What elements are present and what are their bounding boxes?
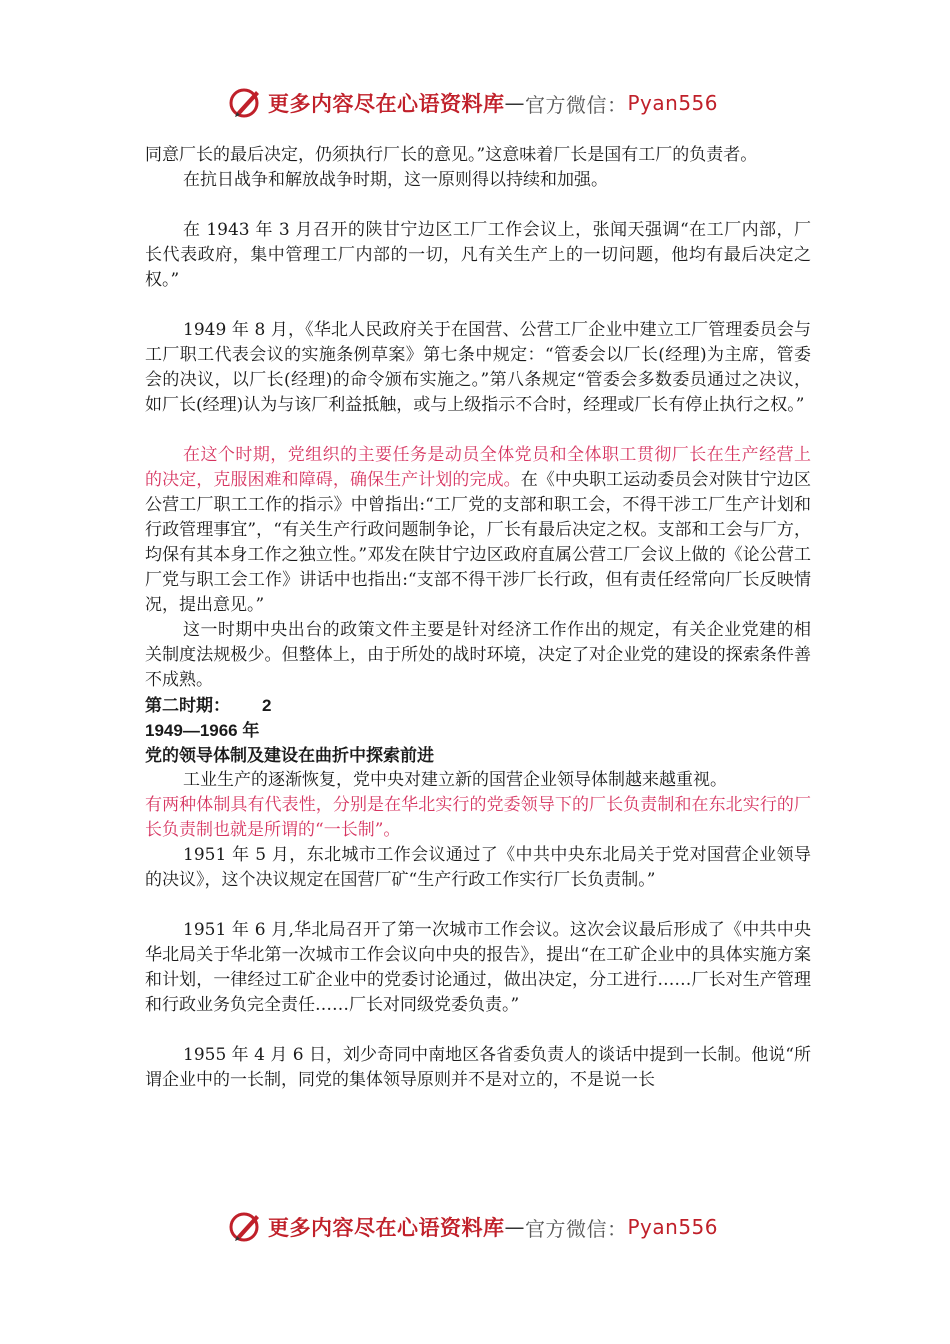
period-number: 2 <box>262 696 272 715</box>
paragraph <box>145 443 811 618</box>
highlighted-paragraph: 有两种体制具有代表性，分别是在华北实行的党委领导下的厂长负责制和在东北实行的厂长负责制也就是所谓的“一长制”。 <box>145 795 811 840</box>
pen-logo-icon <box>228 1209 264 1245</box>
banner-site-text: 更多内容尽在心语资料库 <box>268 92 505 116</box>
period-label: 第二时期： <box>145 696 230 715</box>
banner-site-text: 更多内容尽在心语资料库 <box>268 1216 505 1240</box>
pen-logo-icon <box>228 85 264 121</box>
paragraph: 1955 年 4 月 6 日，刘少奇同中南地区各省委负责人的谈话中提到一长制。他说“所谓企业中的一长制，同党的集体领导原则并不是对立的，不是说一长 <box>145 1045 811 1090</box>
banner-contact-id: Pyan556 <box>627 91 719 115</box>
document-body <box>145 143 811 1093</box>
banner-separator: — <box>504 91 525 115</box>
paragraph: 1951 年 5 月，东北城市工作会议通过了《中共中央东北局关于党对国营企业领导的决议》，这个决议规定在国营厂矿“生产行政工作实行厂长负责制。” <box>145 845 811 890</box>
paragraph: 在 1943 年 3 月召开的陕甘宁边区工厂工作会议上，张闻天强调“在工厂内部，厂长代表政府，集中管理工厂内部的一切，凡有关生产上的一切问题，他均有最后决定之权。” <box>145 220 811 290</box>
section-heading-years: 1949—1966 年 <box>145 721 260 740</box>
section-heading-title: 党的领导体制及建设在曲折中探索前进 <box>145 746 434 765</box>
highlighted-text: 在这个时期，党组织的主要任务是动员全体党员和全体职工贯彻厂长在生产经营上的决定，克服困难和障碍，确保生产计划的完成。 <box>145 445 811 490</box>
paragraph: 同意厂长的最后决定，仍须执行厂长的意见。”这意味着厂长是国有工厂的负责者。 <box>145 145 758 165</box>
header-banner <box>228 82 748 124</box>
banner-contact-id: Pyan556 <box>627 1215 719 1239</box>
paragraph: 这一时期中央出台的政策文件主要是针对经济工作作出的规定，有关企业党建的相关制度法规极少。但整体上，由于所处的战时环境，决定了对企业党的建设的探索条件善不成熟。 <box>145 620 811 690</box>
paragraph-text: 在《中央职工运动委员会对陕甘宁边区公营工厂职工工作的指示》中曾指出:“工厂党的支部和职工会，不得干涉工厂生产计划和行政管理事宜”，“有关生产行政问题制争论，厂长有最后决定之权。支部和工会与厂方，均保有其本身工作之独立性。”邓发在陕甘宁边区政府直属公营工厂会议上做的《论公营工厂党与职工会工作》讲话中也指出:“支部不得干涉厂长行政，但有责任经常向厂长反映情况，提出意见。” <box>145 470 812 615</box>
paragraph: 工业生产的逐渐恢复，党中央对建立新的国营企业领导体制越来越重视。 <box>183 770 727 790</box>
section-heading-period <box>145 693 811 718</box>
banner-separator: — <box>504 1215 525 1239</box>
footer-banner <box>228 1206 748 1248</box>
paragraph: 1951 年 6 月,华北局召开了第一次城市工作会议。这次会议最后形成了《中共中央华北局关于华北第一次城市工作会议向中央的报告》，提出“在工矿企业中的具体实施方案和计划，一律经过工矿企业中的党委讨论通过，做出决定，分工进行……厂长对生产管理和行政业务负完全责任……厂长对同级党委负责。” <box>145 920 811 1015</box>
banner-contact-label: 官方微信： <box>525 92 628 117</box>
paragraph: 在抗日战争和解放战争时期，这一原则得以持续和加强。 <box>183 170 608 190</box>
banner-contact-label: 官方微信： <box>525 1216 628 1241</box>
paragraph: 1949 年 8 月，《华北人民政府关于在国营、公营工厂企业中建立工厂管理委员会与工厂职工代表会议的实施条例草案》第七条中规定：“管委会以厂长(经理)为主席，管委会的决议，以厂长(经理)的命令颁布实施之。”第八条规定“管委会多数委员通过之决议，如厂长(经理)认为与该厂利益抵触，或与上级指示不合时，经理或厂长有停止执行之权。” <box>145 320 811 415</box>
